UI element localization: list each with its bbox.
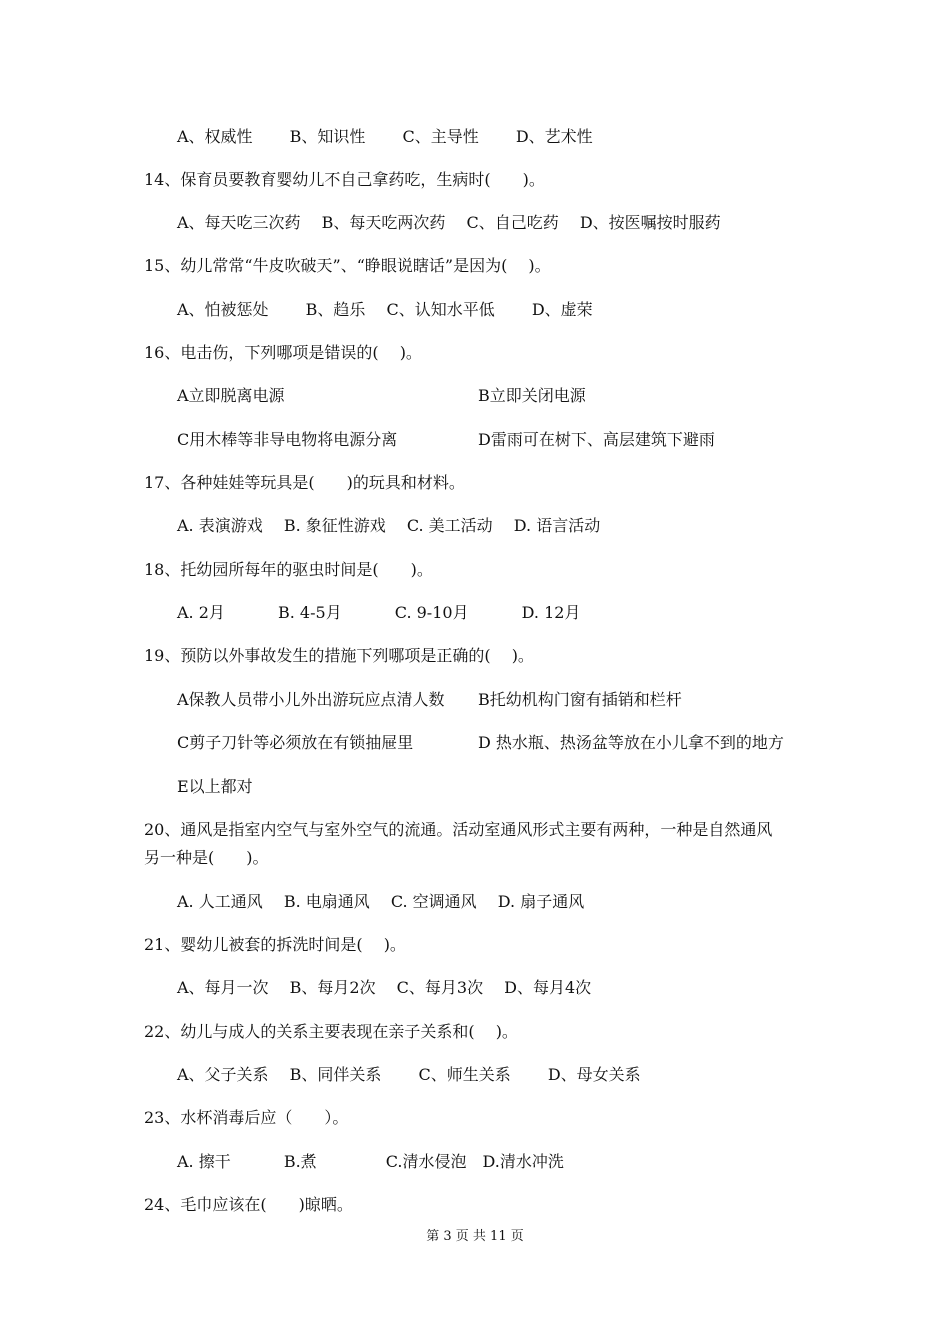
page-number-footer: 第 3 页 共 11 页 <box>426 1229 524 1244</box>
question-18-options: A. 2月 B. 4-5月 C. 9-10月 D. 12月 <box>177 603 581 622</box>
question-14-options: A、每天吃三次药 B、每天吃两次药 C、自己吃药 D、按医嘱按时服药 <box>177 213 721 232</box>
question-19-option-d: D 热水瓶、热汤盆等放在小儿拿不到的地方 <box>478 733 784 752</box>
question-13-options: A、权威性 B、知识性 C、主导性 D、艺术性 <box>177 127 593 146</box>
question-21-options: A、每月一次 B、每月2次 C、每月3次 D、每月4次 <box>177 978 592 997</box>
question-19-option-a: A保教人员带小儿外出游玩应点清人数 <box>177 690 445 709</box>
question-19-option-b: B托幼机构门窗有插销和栏杆 <box>478 690 682 709</box>
question-16: 16、电击伤，下列哪项是错误的( )。 <box>144 343 422 362</box>
question-16-option-a: A立即脱离电源 <box>177 386 285 405</box>
question-15-options: A、怕被惩处 B、趋乐 C、认知水平低 D、虚荣 <box>177 300 593 319</box>
question-18: 18、托幼园所每年的驱虫时间是( )。 <box>144 560 433 579</box>
question-21: 21、婴幼儿被套的拆洗时间是( )。 <box>144 935 406 954</box>
question-19-option-c: C剪子刀针等必须放在有锁抽屉里 <box>177 733 414 752</box>
question-15: 15、幼儿常常“牛皮吹破天”、“睁眼说瞎话”是因为( )。 <box>144 256 551 275</box>
question-20-line-2: 另一种是( )。 <box>144 848 269 867</box>
question-23: 23、水杯消毒后应（ ）。 <box>144 1108 349 1127</box>
question-16-option-d: D雷雨可在树下、高层建筑下避雨 <box>478 430 715 449</box>
question-17-options: A. 表演游戏 B. 象征性游戏 C. 美工活动 D. 语言活动 <box>177 516 601 535</box>
question-19-option-e: E以上都对 <box>177 777 253 796</box>
question-14: 14、保育员要教育婴幼儿不自己拿药吃，生病时( )。 <box>144 170 545 189</box>
question-22: 22、幼儿与成人的关系主要表现在亲子关系和( )。 <box>144 1022 518 1041</box>
question-16-option-c: C用木棒等非导电物将电源分离 <box>177 430 398 449</box>
question-20-options: A. 人工通风 B. 电扇通风 C. 空调通风 D. 扇子通风 <box>177 892 585 911</box>
question-20-line-1: 20、通风是指室内空气与室外空气的流通。活动室通风形式主要有两种，一种是自然通风 <box>144 820 773 839</box>
question-22-options: A、父子关系 B、同伴关系 C、师生关系 D、母女关系 <box>177 1065 641 1084</box>
question-24: 24、毛巾应该在( )晾晒。 <box>144 1195 353 1214</box>
question-19: 19、预防以外事故发生的措施下列哪项是正确的( )。 <box>144 646 534 665</box>
question-17: 17、各种娃娃等玩具是( )的玩具和材料。 <box>144 473 465 492</box>
question-16-option-b: B立即关闭电源 <box>478 386 586 405</box>
question-23-options: A. 擦干 B.煮 C.清水侵泡 D.清水冲洗 <box>177 1152 564 1171</box>
